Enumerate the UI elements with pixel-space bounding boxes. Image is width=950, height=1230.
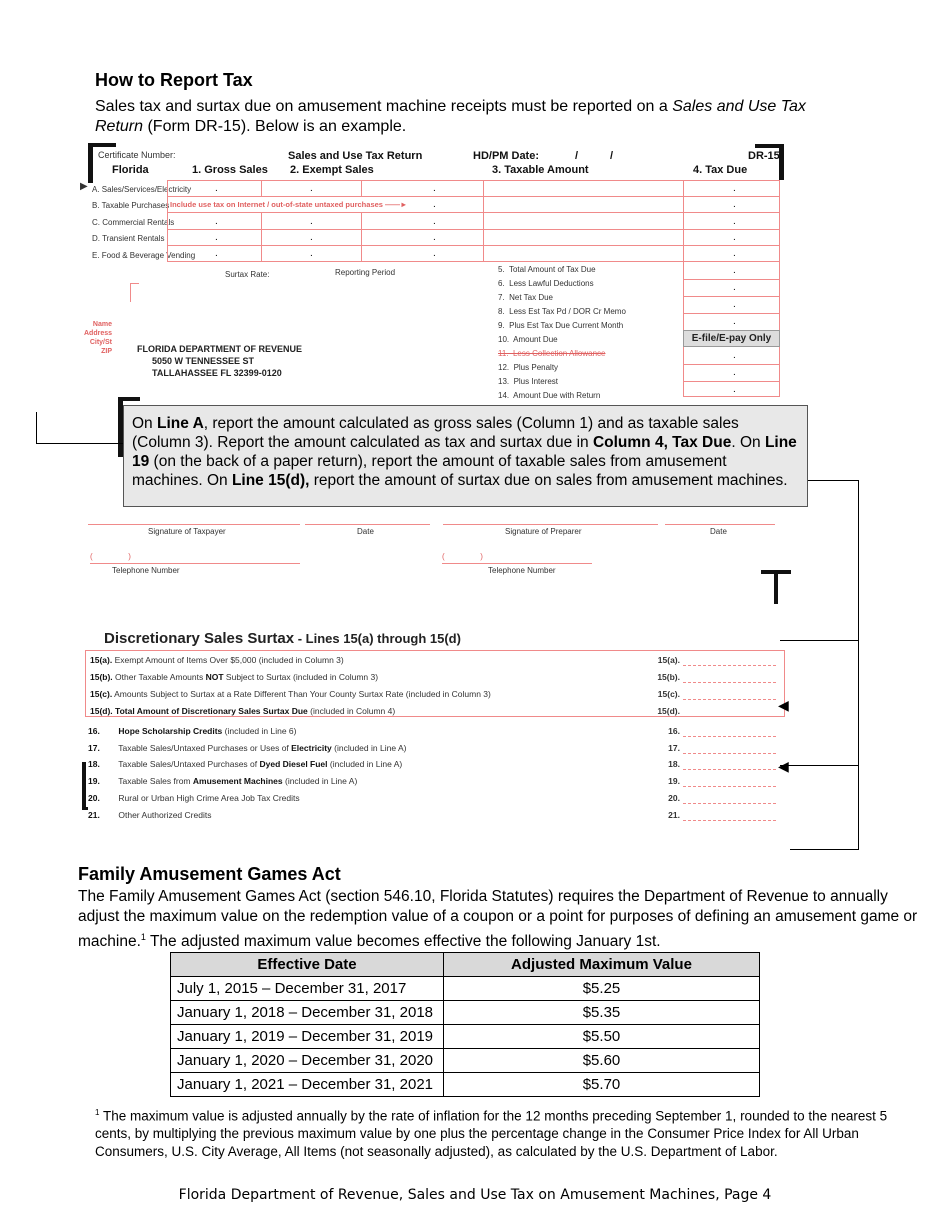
signature-preparer-label: Signature of Preparer (505, 527, 582, 536)
line-text: (included in Line A) (331, 742, 407, 753)
line-9: 9. Plus Est Tax Due Current Month (498, 321, 624, 330)
surtax-subtitle: - Lines 15(a) through 15(d) (294, 631, 461, 646)
max-value: $5.35 (444, 1001, 760, 1025)
row-label-a: A. Sales/Services/Electricity (92, 185, 192, 194)
amount-field[interactable] (683, 699, 776, 700)
decimal-point: . (215, 248, 218, 259)
callout-text: On (132, 415, 157, 432)
line-number: 19. (88, 776, 100, 787)
paragraph-text: The adjusted maximum value becomes effective the following January 1st. (145, 933, 661, 951)
column-header: 4. Tax Due (693, 164, 748, 176)
decimal-point: . (733, 248, 736, 259)
decimal-point: . (733, 216, 736, 227)
line-8: 8. Less Est Tax Pd / DOR Cr Memo (498, 307, 626, 316)
decimal-point: . (733, 384, 736, 395)
phone-area-code: ( ) (442, 552, 483, 561)
line-bold: Amusement Machines (192, 776, 283, 787)
surtax-title: Discretionary Sales Surtax (104, 630, 295, 647)
callout-text: report the amount of surtax due on sales from amusement machines. (309, 472, 788, 489)
instruction-callout (123, 405, 808, 507)
line-bold: Total Amount of Discretionary Sales Surtax Due (115, 705, 308, 716)
column-header: 1. Gross Sales (192, 164, 268, 176)
intro-text: Sales tax and surtax due on amusement machine receipts must be reported on a (95, 98, 673, 115)
arrow-left-icon: ◀ (778, 697, 789, 713)
decimal-point: . (215, 183, 218, 194)
max-value: $5.60 (444, 1049, 760, 1073)
footnote (95, 1104, 905, 1160)
decimal-point: . (733, 350, 736, 361)
callout-bold: Line A (156, 415, 204, 432)
line-13: 13. Plus Interest (498, 377, 559, 386)
surtax-heading (104, 630, 461, 647)
signature-taxpayer-label: Signature of Taxpayer (148, 527, 226, 536)
row-label-e: E. Food & Beverage Vending (92, 251, 196, 260)
decimal-point: . (433, 216, 436, 227)
max-value: $5.50 (444, 1025, 760, 1049)
hdpm-label: HD/PM Date: (473, 150, 540, 162)
decimal-point: . (310, 248, 313, 259)
line-text: (included in Column 4) (307, 705, 396, 716)
line-ref: 15(d). (657, 705, 680, 716)
line-number: 17. (88, 742, 100, 753)
dept-address (137, 343, 302, 379)
table-row (171, 1073, 760, 1097)
dept-city: TALLAHASSEE FL 32399-0120 (152, 368, 282, 378)
arrow-left-icon: ◀ (778, 758, 789, 774)
decimal-point: . (215, 216, 218, 227)
adjusted-value-table (170, 952, 760, 1097)
footnote-ref: 1 (140, 932, 146, 942)
header-max-value: Adjusted Maximum Value (444, 953, 760, 977)
line-text: Taxable Sales/Untaxed Purchases or Uses of (118, 742, 292, 753)
decimal-point: . (310, 183, 313, 194)
line-text: Subject to Surtax (included in Column 3) (223, 671, 379, 682)
page-footer: Florida Department of Revenue, Sales and Use Tax on Amusement Machines, Page 4 (178, 1187, 772, 1203)
decimal-point: . (733, 199, 736, 210)
reporting-period-label: Reporting Period (335, 268, 396, 277)
line-text: (included in Line 6) (222, 725, 297, 736)
surtax-line (88, 810, 211, 820)
row-label-c: C. Commercial Rentals (92, 218, 175, 227)
state-label: Florida (112, 164, 149, 176)
zip-label: ZIP (101, 348, 112, 355)
table-row (171, 1049, 760, 1073)
callout-text: (on the back of a paper return), report the amount of taxable sales from amusement machines. On (132, 453, 727, 489)
line-bold: Dyed Diesel Fuel (259, 759, 328, 770)
decimal-point: . (733, 367, 736, 378)
line-bold: Hope Scholarship Credits (118, 725, 223, 736)
table-row (171, 977, 760, 1001)
intro-form-name: Sales and Use Tax Return (95, 98, 806, 135)
paragraph-text: The Family Amusement Games Act (section 546.10, Florida Statutes) requires the Department of Revenue to annually adjust the maximum value on the redemption value of a coupon or a point for purposes of defining an amusement game or machine. (78, 888, 918, 951)
effective-date: January 1, 2020 – December 31, 2020 (171, 1049, 444, 1073)
surtax-line (88, 743, 406, 753)
callout-bold: Line 19 (132, 434, 797, 470)
amount-field[interactable] (683, 665, 776, 666)
intro-text-end: (Form DR-15). Below is an example. (143, 118, 407, 135)
dr15-form-example (0, 0, 950, 400)
section-heading: How to Report Tax (95, 70, 253, 90)
address-labels (78, 320, 112, 356)
line-text: (included in Line A) (327, 759, 403, 770)
line-text: Taxable Sales/Untaxed Purchases of (118, 759, 260, 770)
callout-text: , report the amount calculated as gross sales (Column 1) and as taxable sales (Column 3). Report the amount calculated as tax and surtax due in (132, 415, 739, 451)
surtax-line (90, 655, 344, 665)
surtax-line (90, 689, 491, 699)
line-14: 14. Amount Due with Return (498, 391, 601, 400)
table-row (171, 1025, 760, 1049)
line-ref: 17. (668, 742, 680, 753)
line-ref: 15(c). (657, 688, 680, 699)
arrow-icon: ▶ (80, 181, 88, 192)
family-games-heading: Family Amusement Games Act (78, 864, 341, 884)
date-label: Date (357, 527, 374, 536)
callout-bold: Column 4, Tax Due (592, 434, 732, 451)
line-number: 15(a). (90, 655, 113, 665)
line-number: 18. (88, 759, 100, 770)
footnote-number: 1 (95, 1108, 100, 1117)
line-ref: 20. (668, 793, 680, 804)
line-ref: 21. (668, 810, 680, 821)
dept-street: 5050 W TENNESSEE ST (152, 356, 255, 366)
surtax-line (88, 759, 402, 769)
effective-date: January 1, 2018 – December 31, 2018 (171, 1001, 444, 1025)
surtax-rate-label: Surtax Rate: (225, 270, 270, 279)
efile-only-label: E-file/E-pay Only (683, 330, 780, 347)
line-text: Rural or Urban High Crime Area Job Tax Credits (118, 793, 300, 804)
effective-date: January 1, 2021 – December 31, 2021 (171, 1073, 444, 1097)
line-text: Exempt Amount of Items Over $5,000 (included in Column 3) (114, 655, 344, 665)
line-text: Taxable Sales from (118, 776, 193, 787)
line-ref: 15(b). (657, 671, 680, 682)
decimal-point: . (433, 199, 436, 210)
dept-name: FLORIDA DEPARTMENT OF REVENUE (137, 344, 303, 354)
effective-date: January 1, 2019 – December 31, 2019 (171, 1025, 444, 1049)
line-7: 7. Net Tax Due (498, 293, 553, 302)
callout-text: . On (731, 434, 765, 451)
column-header: 3. Taxable Amount (492, 164, 589, 176)
footnote-text: The maximum value is adjusted annually by the rate of inflation for the 12 months preceding September 1, rounded to the nearest 5 cents, by multiplying the previous maximum value by one plus the percentage change in the Consumer Price Index for All Urban Consumers, U.S. City Average, All Items (not seasonally adjusted), as calculated by the U.S. Department of Labor. (95, 1108, 888, 1159)
decimal-point: . (733, 299, 736, 310)
form-title: Sales and Use Tax Return (288, 150, 423, 162)
telephone-label: Telephone Number (112, 566, 180, 575)
line-number: 15(d). (90, 705, 113, 716)
city-label: City/St (89, 339, 112, 346)
decimal-point: . (733, 282, 736, 293)
telephone-label: Telephone Number (488, 566, 556, 575)
use-tax-note: Include use tax on Internet / out-of-state untaxed purchases ——► (170, 200, 408, 209)
surtax-line (88, 726, 296, 736)
entry-grid (167, 180, 780, 262)
amount-field[interactable] (683, 820, 776, 821)
date-slash: / (575, 150, 579, 162)
amount-field[interactable] (683, 753, 776, 754)
callout-bold: Line 15(d), (231, 472, 310, 489)
family-games-paragraph (78, 887, 928, 952)
line-ref: 18. (668, 759, 680, 770)
effective-date: July 1, 2015 – December 31, 2017 (171, 977, 444, 1001)
max-value: $5.25 (444, 977, 760, 1001)
column-header: 2. Exempt Sales (290, 164, 374, 176)
line-12: 12. Plus Penalty (498, 363, 559, 372)
table-row (171, 1001, 760, 1025)
line-number: 20. (88, 793, 100, 804)
line-text: Other Authorized Credits (118, 810, 212, 821)
decimal-point: . (433, 248, 436, 259)
decimal-point: . (733, 265, 736, 276)
amount-field[interactable] (683, 769, 776, 770)
row-label-b: B. Taxable Purchases (92, 201, 170, 210)
surtax-line (90, 706, 395, 716)
amount-field[interactable] (683, 786, 776, 787)
decimal-point: . (310, 232, 313, 243)
amount-field[interactable] (683, 716, 776, 717)
header-effective-date: Effective Date (171, 953, 444, 977)
decimal-point: . (310, 216, 313, 227)
date-label: Date (710, 527, 727, 536)
line-text: (included in Line A) (282, 776, 358, 787)
line-text: Amounts Subject to Surtax at a Rate Different Than Your County Surtax Rate (included in Column 3) (114, 688, 491, 699)
phone-area-code: ( ) (90, 552, 131, 561)
line-bold: Electricity (291, 742, 332, 753)
date-slash: / (610, 150, 614, 162)
line-ref: 16. (668, 725, 680, 736)
line-6: 6. Less Lawful Deductions (498, 279, 594, 288)
line-number: 21. (88, 810, 100, 821)
decimal-point: . (433, 232, 436, 243)
form-id: DR-15 (748, 150, 780, 162)
amount-field[interactable] (683, 682, 776, 683)
decimal-point: . (733, 183, 736, 194)
line-10: 10. Amount Due (498, 335, 558, 344)
line-5: 5. Total Amount of Tax Due (498, 265, 596, 274)
surtax-line (88, 793, 300, 803)
amount-field[interactable] (683, 736, 776, 737)
line-text: Other Taxable Amounts (115, 671, 206, 682)
surtax-line (88, 776, 357, 786)
line-ref: 19. (668, 776, 680, 787)
decimal-point: . (215, 232, 218, 243)
line-number: 15(c). (90, 688, 113, 699)
max-value: $5.70 (444, 1073, 760, 1097)
line-number: 15(b). (90, 671, 113, 682)
name-label: Name (92, 321, 112, 328)
decimal-point: . (433, 183, 436, 194)
certificate-label: Certificate Number: (98, 150, 176, 160)
line-ref: 15(a). (657, 655, 680, 665)
address-label: Address (83, 330, 112, 337)
line-bold: NOT (205, 671, 224, 682)
decimal-point: . (733, 316, 736, 327)
line-11: 11. Less Collection Allowance (498, 349, 606, 358)
amount-field[interactable] (683, 803, 776, 804)
surtax-line (90, 672, 378, 682)
row-label-d: D. Transient Rentals (92, 234, 165, 243)
summary-lines (498, 263, 626, 403)
decimal-point: . (733, 232, 736, 243)
line-number: 16. (88, 725, 100, 736)
